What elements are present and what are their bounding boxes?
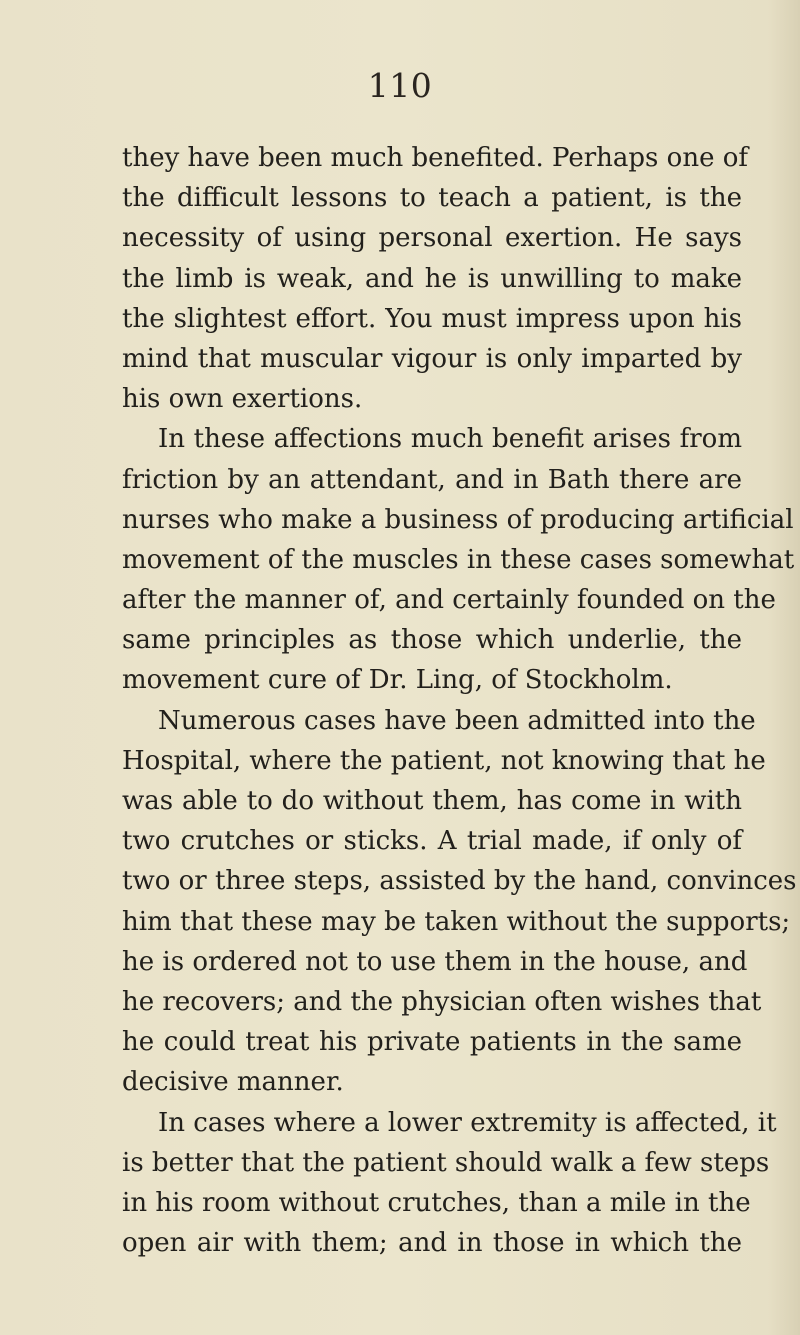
text-line: he is ordered not to use them in the house, and [122, 946, 748, 977]
text-line: movement of the muscles in these cases somewhat [122, 544, 795, 575]
body-text [122, 138, 797, 1263]
text-line: the limb is weak, and he is unwilling to make [122, 263, 742, 294]
text-line: movement cure of Dr. Ling, of Stockholm. [122, 665, 673, 696]
text-line: two crutches or sticks. A trial made, if only of [122, 826, 742, 857]
text-line: him that these may be taken without the supports; [122, 906, 791, 937]
text-line: the difficult lessons to teach a patient, is the [122, 183, 742, 214]
text-line: necessity of using personal exertion. He says [122, 223, 742, 254]
text-line: open air with them; and in those in which the [122, 1228, 742, 1259]
text-line: in his room without crutches, than a mile in the [122, 1187, 751, 1218]
text-line: same principles as those which underlie, the [122, 625, 742, 656]
text-line: In cases where a lower extremity is affected, it [158, 1107, 777, 1138]
text-line: Hospital, where the patient, not knowing that he [122, 745, 766, 776]
text-line: In these affections much benefit arises from [158, 424, 742, 455]
text-line: Numerous cases have been admitted into the [158, 705, 756, 736]
text-line: mind that muscular vigour is only imparted by [122, 343, 742, 374]
text-line: the slightest effort. You must impress upon his [122, 303, 742, 334]
text-line: is better that the patient should walk a few steps [122, 1147, 770, 1178]
text-line: they have been much benefited. Perhaps one of [122, 143, 748, 173]
page-number: 110 [367, 66, 433, 105]
text-line: was able to do without them, has come in with [122, 786, 742, 816]
text-line: decisive manner. [122, 1067, 344, 1098]
text-line: he recovers; and the physician often wishes that [122, 986, 762, 1017]
text-line: after the manner of, and certainly founded on the [122, 585, 776, 616]
text-line: friction by an attendant, and in Bath there are [122, 464, 742, 495]
text-line: he could treat his private patients in the same [122, 1027, 742, 1058]
text-line: two or three steps, assisted by the hand, convinces [122, 866, 797, 897]
text-line: nurses who make a business of producing artificial [122, 504, 794, 535]
text-line: his own exertions. [122, 384, 363, 415]
